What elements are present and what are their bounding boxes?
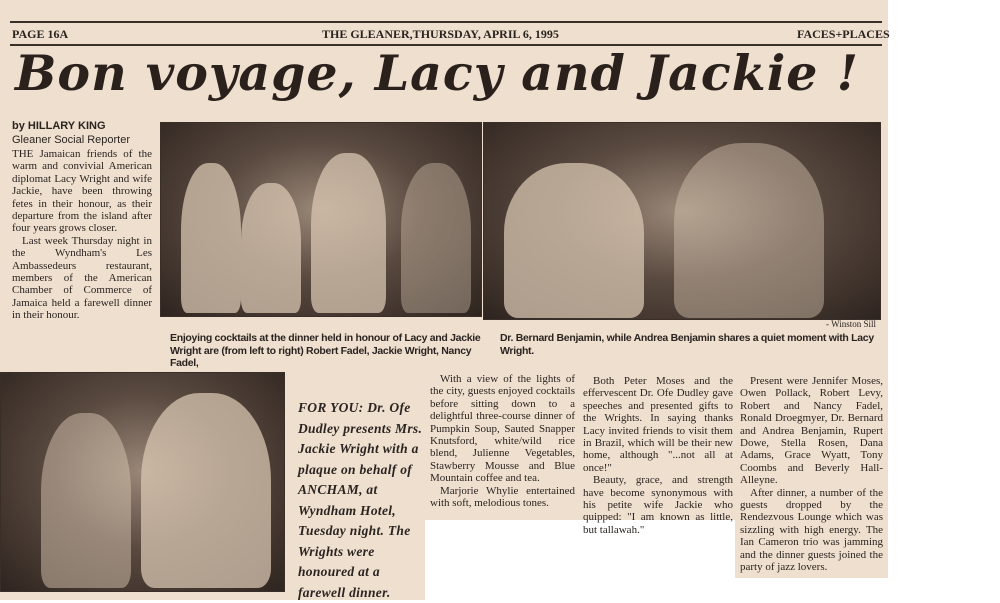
paragraph: Last week Thursday night in the Wyndham's Les Ambassedeurs restaurant, members of the American Chamber of Commerce of Jamaica held a farewell dinner in their honour. xyxy=(12,234,152,322)
masthead: THE GLEANER,THURSDAY, APRIL 6, 1995 xyxy=(322,27,559,41)
paragraph: With a view of the lights of the city, guests enjoyed cocktails before sitting down to a delightful three-course dinner of Pumpkin Soup, Sauted Snapper Knutsford, white/wild rice blend, Julienne Vegetables, Stawberry Mousse and Blue Mountain coffee and tea. xyxy=(430,373,575,485)
paragraph: After dinner, a number of the guests dropped by the Rendezvous Lounge which was sizzling with high energy. The Ian Cameron trio was jamming and the dinner guests joined the party of jazz lovers. xyxy=(740,486,883,574)
paragraph: THE Jamaican friends of the warm and convivial American diplomat Lacy Wright and wife Jackie, have been throwing fetes in their honour, as their departure from the island after four years grows closer. xyxy=(12,148,152,235)
photo-benjamin-wright xyxy=(483,122,881,320)
plaque-caption: FOR YOU: Dr. Ofe Dudley presents Mrs. Jackie Wright with a plaque on behalf of ANCHAM, at Wyndham Hotel, Tuesday night. The Wrights were honoured at a farewell dinner. xyxy=(298,400,423,600)
paragraph: Marjorie Whylie entertained with soft, melodious tones. xyxy=(430,484,575,510)
byline-role: Gleaner Social Reporter xyxy=(12,134,131,146)
torn-edge xyxy=(735,578,895,600)
photo-plaque-presentation xyxy=(0,372,285,592)
page-number: PAGE 16A xyxy=(12,27,69,41)
paragraph: Both Peter Moses and the effervescent Dr. Ofe Dudley gave speeches and presented gifts to the Wrights. In saying thanks Lacy invited friends to visit them in Brazil, which will be their new home, although "...not all at once!" xyxy=(583,375,733,474)
headline: Bon voyage, Lacy and Jackie ! xyxy=(15,44,860,102)
photo-caption-right: Dr. Bernard Benjamin, while Andrea Benjamin shares a quiet moment with Lacy Wright. xyxy=(500,332,874,357)
intro-text xyxy=(12,148,152,322)
article-column-3 xyxy=(430,373,575,509)
byline-author: by HILLARY KING xyxy=(12,120,106,132)
rule-top xyxy=(10,21,882,23)
article-column-5 xyxy=(740,375,883,574)
photo-caption-left: Enjoying cocktails at the dinner held in honour of Lacy and Jackie Wright are (from left to right) Robert Fadel, Jackie Wright, Nancy Fadel, xyxy=(170,332,481,369)
article-column-4 xyxy=(583,375,733,536)
photo-group-cocktails xyxy=(160,122,482,317)
photo-credit: - Winston Sill xyxy=(826,319,876,329)
paragraph: Beauty, grace, and strength have become synonymous with his petite wife Jackie who quipped: "I am known as little, but tallawah." xyxy=(583,474,733,536)
section-name: FACES+PLACES xyxy=(797,27,890,41)
paragraph: Present were Jennifer Moses, Owen Pollack, Robert Levy, Robert and Nancy Fadel, Ronald Droegmyer, Dr. Bernard and Andrea Benjamin, Rupert Dowe, Stella Rosen, Dana Adams, Grace Wyatt, Tony Coombs and Beverly Hall-Alleyne. xyxy=(740,375,883,487)
